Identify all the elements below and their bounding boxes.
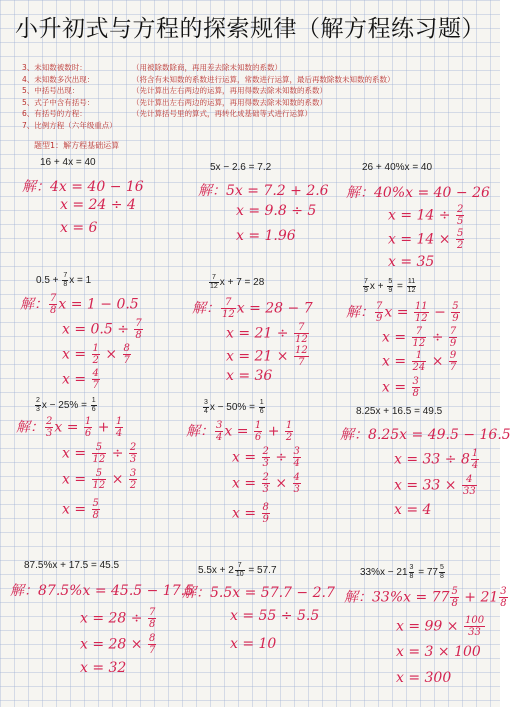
problem-1-step-3: x = 6: [60, 220, 98, 236]
fraction: $\frac{2}{5}$: [456, 204, 464, 227]
problem-11-step-2: x = 55 ÷ 5.5: [230, 608, 320, 624]
problem-5-step-3: x = 21 × $\frac{12}{7}$: [226, 345, 308, 368]
problem-7-step-2: x = $\frac{5}{12}$ ÷ $\frac{2}{3}$: [62, 442, 137, 465]
problem-12-equation: 33%x − 21 $\frac{3}{8}$ = 77 $\frac{5}{8}$: [360, 564, 444, 580]
problem-1-step-2: x = 24 ÷ 4: [60, 197, 136, 213]
problem-6-step-1: 解： $\frac{7}{9}$ x = $\frac{11}{12}$ − $\frac{5}{9}$: [346, 301, 459, 324]
rule-item: 5、式子中含有括号： （先计算出左右两边的运算，再用得数去除未知数的系数）: [22, 97, 327, 107]
problem-8-step-3: x = $\frac{2}{3}$ × $\frac{4}{3}$: [232, 472, 300, 495]
problem-7-step-1: 解： $\frac{2}{3}$ x = $\frac{1}{6}$ + $\frac{1}{4}$: [16, 416, 123, 439]
problem-7-equation: $\frac{2}{3}$ x − 25% = $\frac{1}{6}$: [36, 397, 96, 413]
problem-6-step-2: x = $\frac{7}{12}$ ÷ $\frac{7}{9}$: [382, 326, 457, 349]
problem-12-step-1: 解：33%x = 77 $\frac{5}{8}$ + 21 $\frac{3}{8}$: [344, 586, 507, 609]
problem-3-step-4: x = 35: [388, 254, 435, 270]
problem-3-step-3: x = 14 × $\frac{5}{2}$: [388, 228, 464, 251]
problem-2-step-1: 解：5x = 7.2 + 2.6: [198, 183, 329, 199]
problem-9-step-2: x = 33 ÷ 8 $\frac{1}{4}$: [394, 448, 479, 471]
rule-item: 7、比例方程（六年级重点）: [22, 120, 117, 130]
problem-11-step-3: x = 10: [230, 636, 277, 652]
fraction: $\frac{5}{2}$: [456, 228, 464, 251]
rule-item: 6、有括号的方程： （先计算括号里的算式，再转化成基础等式进行运算）: [22, 109, 312, 118]
problem-7-step-3: x = $\frac{5}{12}$ × $\frac{3}{2}$: [62, 468, 137, 491]
problem-1-equation: 16 + 4x = 40: [40, 157, 96, 168]
problem-2-equation: 5x − 2.6 = 7.2: [210, 162, 272, 173]
problem-9-step-1: 解：8.25x = 49.5 − 16.5: [340, 427, 511, 443]
problem-2-step-3: x = 1.96: [236, 228, 296, 244]
problem-11-step-1: 解：5.5x = 57.7 − 2.7: [182, 585, 335, 601]
problem-12-step-4: x = 300: [396, 670, 452, 686]
problem-6-step-4: x = $\frac{3}{8}$: [382, 376, 419, 399]
problem-8-step-2: x = $\frac{2}{3}$ ÷ $\frac{3}{4}$: [232, 446, 300, 469]
problem-10-step-4: x = 32: [80, 660, 127, 676]
section-title: 题型1：解方程基础运算: [34, 141, 120, 150]
problem-5-step-1: 解： $\frac{7}{12}$ x = 28 − 7: [192, 297, 313, 320]
problem-11-equation: 5.5x + 2 $\frac{7}{10}$ = 57.7: [198, 562, 277, 578]
problem-4-equation: 0.5 + $\frac{7}{8}$ x = 1: [36, 272, 92, 288]
problem-4-step-2: x = 0.5 ÷ $\frac{7}{8}$: [62, 318, 142, 341]
problem-9-step-4: x = 4: [394, 502, 432, 518]
problem-2-step-2: x = 9.8 ÷ 5: [236, 203, 317, 219]
problem-3-step-2: x = 14 ÷ $\frac{2}{5}$: [388, 204, 464, 227]
problem-5-step-4: x = 36: [226, 368, 273, 384]
problem-1-step-1: 解：4x = 40 − 16: [22, 179, 144, 195]
problem-10-equation: 87.5%x + 17.5 = 45.5: [24, 560, 120, 571]
problem-5-equation: $\frac{7}{12}$ x + 7 = 28: [210, 274, 265, 290]
problem-7-step-4: x = $\frac{5}{8}$: [62, 498, 99, 521]
problem-3-equation: 26 + 40%x = 40: [362, 162, 433, 173]
problem-8-step-4: x = $\frac{8}{9}$: [232, 502, 269, 525]
problem-8-step-1: 解： $\frac{3}{4}$ x = $\frac{1}{6}$ + $\frac{1}{2}$: [186, 420, 293, 443]
problem-4-step-3: x = $\frac{1}{2}$ × $\frac{8}{7}$: [62, 343, 130, 366]
problem-6-equation: $\frac{7}{9}$ x + $\frac{5}{9}$ = $\frac{11}{12}$: [364, 278, 416, 294]
problem-8-equation: $\frac{3}{4}$ x − 50% = $\frac{1}{6}$: [204, 399, 264, 415]
problem-12-step-2: x = 99 × $\frac{100}{33}$: [396, 615, 485, 638]
problem-4-step-1: 解： $\frac{7}{8}$ x = 1 − 0.5: [20, 293, 139, 316]
problem-3-step-1: 解：40%x = 40 − 26: [346, 185, 490, 201]
problem-5-step-2: x = 21 ÷ $\frac{7}{12}$: [226, 322, 308, 345]
problem-10-step-2: x = 28 ÷ $\frac{7}{8}$: [80, 607, 156, 630]
rule-item: 4、未知数多次出现： （将含有未知数的系数进行运算，常数进行运算，最后再数除数未知数的系数）: [22, 74, 395, 84]
problem-6-step-3: x = $\frac{1}{24}$ × $\frac{9}{7}$: [382, 350, 457, 373]
rule-item: 3、未知数被数时： （用被除数除商，再用差去除未知数的系数）: [22, 63, 282, 72]
problem-10-step-3: x = 28 × $\frac{8}{7}$: [80, 633, 156, 656]
rules-list: [22, 62, 492, 131]
problem-12-step-3: x = 3 × 100: [396, 644, 481, 660]
page-title: 小升初式与方程的探索规律（解方程练习题）: [15, 16, 485, 42]
problem-9-equation: 8.25x + 16.5 = 49.5: [356, 406, 443, 417]
problem-10-step-1: 解：87.5%x = 45.5 − 17.5: [10, 583, 194, 599]
problem-9-step-3: x = 33 × $\frac{4}{33}$: [394, 474, 476, 497]
problem-4-step-4: x = $\frac{4}{7}$: [62, 368, 99, 391]
rule-item: 5、中括号出现： （先计算出左右两边的运算，再用得数去除未知数的系数）: [22, 86, 327, 95]
